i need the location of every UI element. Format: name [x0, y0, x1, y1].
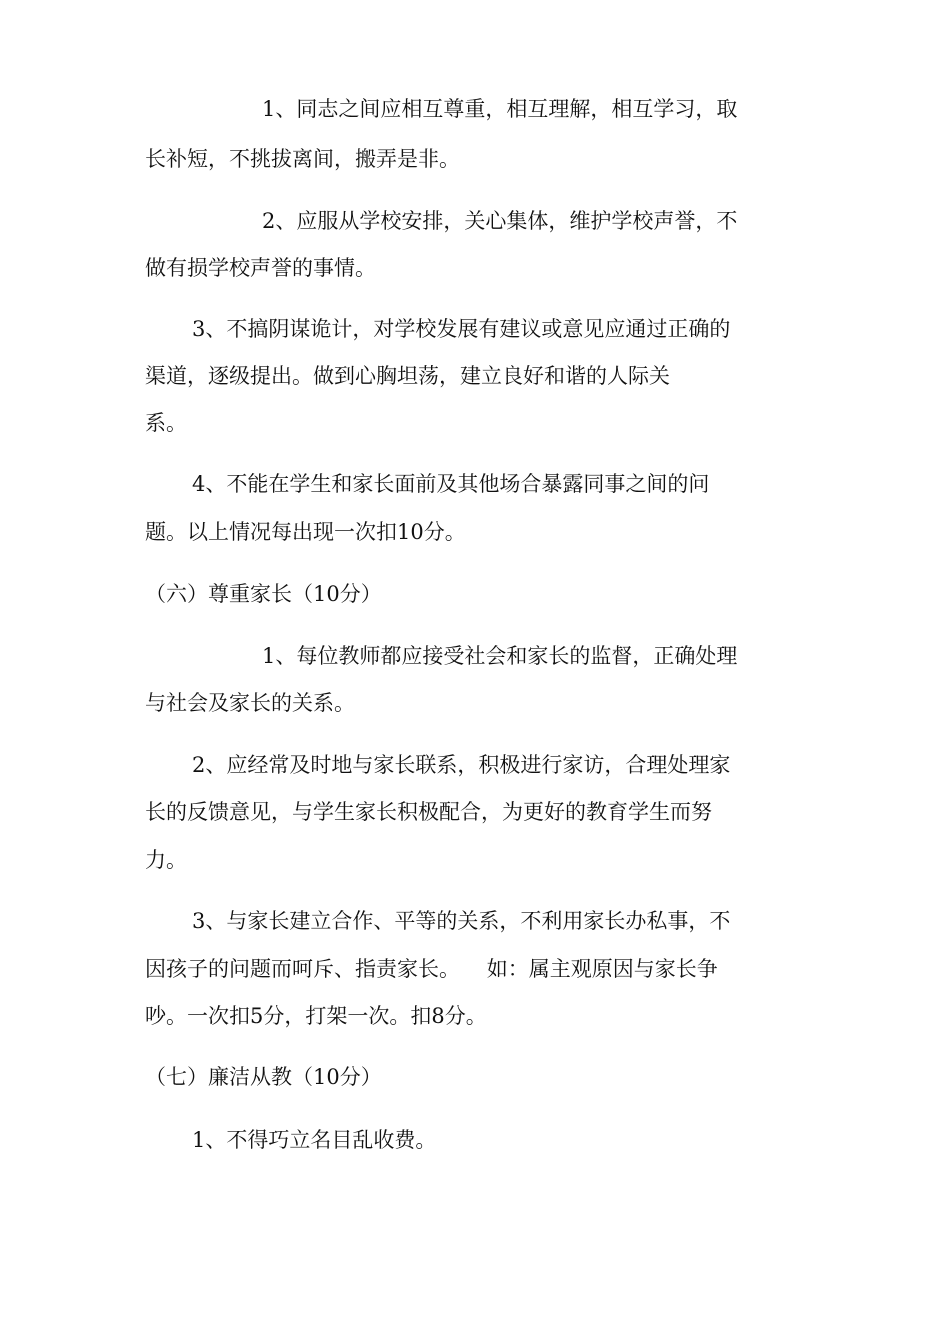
sec6-item-2-line-1: 2、应经常及时地与家长联系，积极进行家访，合理处理家	[192, 753, 731, 777]
sec5-item-4-line-2: 题。以上情况每出现一次扣10分。	[145, 520, 466, 544]
sec6-item-3-line-2: 因孩子的问题而呵斥、指责家长。 如：属主观原因与家长争	[145, 957, 718, 981]
sec6-item-3-line-3: 吵。一次扣5分，打架一次。扣8分。	[145, 1004, 487, 1028]
sec5-item-2-line-1: 2、应服从学校安排，关心集体，维护学校声誉，不	[262, 209, 738, 233]
sec5-item-1-line-1: 1、同志之间应相互尊重，相互理解，相互学习，取	[262, 97, 738, 121]
sec5-item-3-line-2: 渠道，逐级提出。做到心胸坦荡，建立良好和谐的人际关	[145, 364, 670, 388]
sec5-item-2-line-2: 做有损学校声誉的事情。	[145, 256, 376, 280]
sec6-item-3-line-1: 3、与家长建立合作、平等的关系，不利用家长办私事，不	[192, 909, 731, 933]
sec5-item-3-line-3: 系。	[145, 411, 187, 435]
sec7-item-1-line-1: 1、不得巧立名目乱收费。	[192, 1128, 437, 1152]
sec6-item-2-line-2: 长的反馈意见，与学生家长积极配合，为更好的教育学生而努	[145, 800, 712, 824]
sec6-item-2-line-3: 力。	[145, 848, 187, 872]
sec5-item-1-line-2: 长补短，不挑拔离间，搬弄是非。	[145, 147, 460, 171]
sec6-item-1-line-1: 1、每位教师都应接受社会和家长的监督，正确处理	[262, 644, 738, 668]
sec5-item-4-line-1: 4、不能在学生和家长面前及其他场合暴露同事之间的问	[192, 472, 710, 496]
sec6-item-1-line-2: 与社会及家长的关系。	[145, 691, 355, 715]
section-7-heading: （七）廉洁从教（10分）	[145, 1065, 382, 1089]
sec5-item-3-line-1: 3、不搞阴谋诡计，对学校发展有建议或意见应通过正确的	[192, 317, 731, 341]
section-6-heading: （六）尊重家长（10分）	[145, 582, 382, 606]
